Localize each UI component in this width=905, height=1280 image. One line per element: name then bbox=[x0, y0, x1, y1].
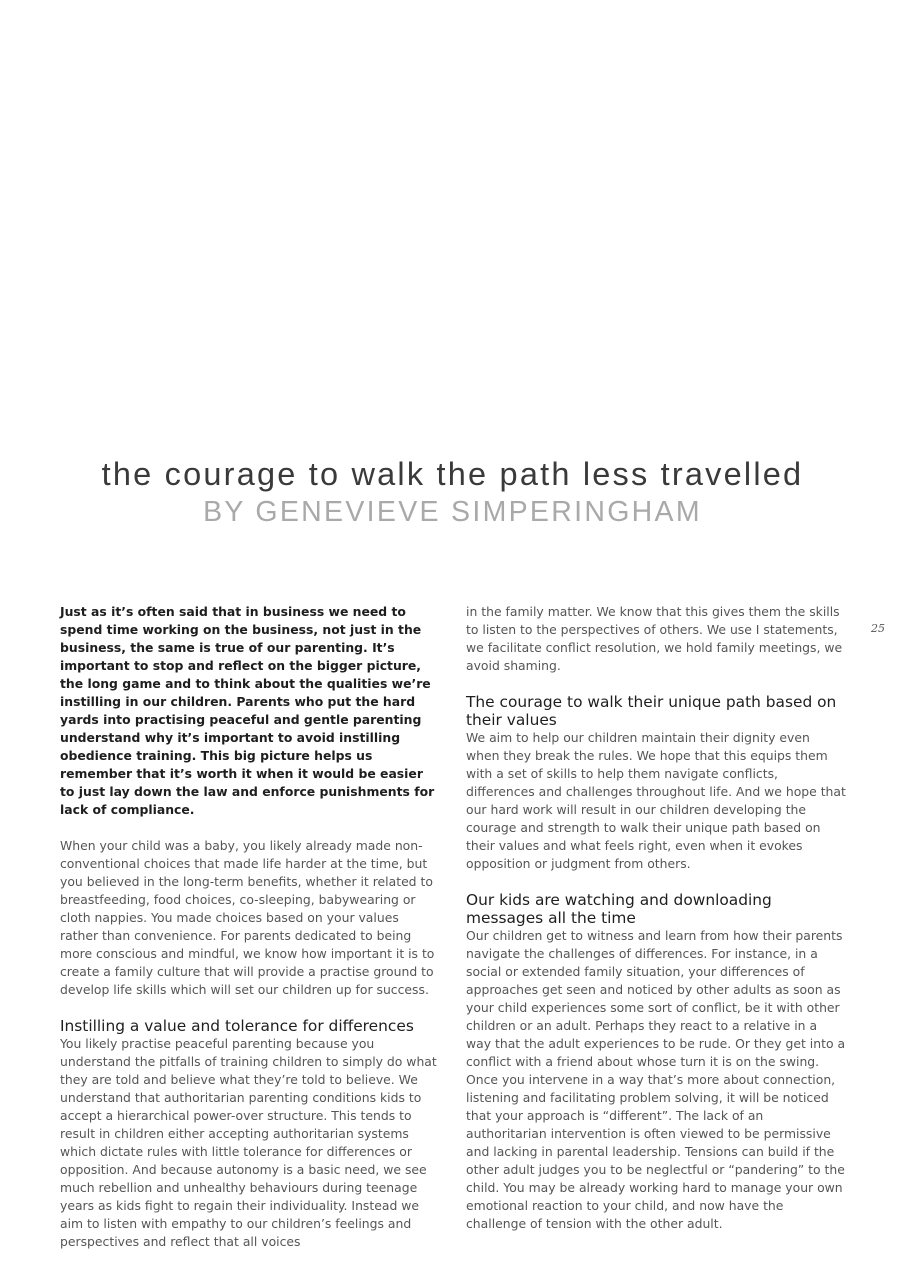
section-heading: Our kids are watching and downloading messages all the time bbox=[466, 891, 772, 927]
section-heading: Instilling a value and tolerance for differences bbox=[60, 1017, 414, 1035]
intro-paragraph: Just as it’s often said that in business we need to spend time working on the business, not just in the business, the same is true of our parenting. It’s important to stop and reflect on the bigger picture, the long game and to think about the qualities we’re instilling in our children. Parents who put the hard yards into practising peaceful and gentle parenting understand why it’s important to avoid instilling obedience training. This big picture helps us remember that it’s worth it when it would be easier to just lay down the law and enforce punishments for lack of compliance. bbox=[60, 604, 435, 817]
body-paragraph: When your child was a baby, you likely already made non-conventional choices that made life harder at the time, but you believed in the long-term benefits, whether it related to breastfeeding, food choices, co-sleeping, babywearing or cloth nappies. You made choices based on your values rather than convenience. For parents dedicated to being more conscious and mindful, we know how important it is to create a family culture that will provide a practise ground to develop life skills which will set our children up for success. bbox=[60, 838, 435, 997]
page-number: 25 bbox=[871, 622, 885, 635]
body-paragraph: in the family matter. We know that this gives them the skills to listen to the perspectives of others. We use I statements, we facilitate conflict resolution, we hold family meetings, we avoid shaming. bbox=[466, 604, 843, 673]
body-paragraph: You likely practise peaceful parenting because you understand the pitfalls of training children to simply do what they are told and believe what they’re told to believe. We understand that authoritarian parenting conditions kids to accept a hierarchical power-over structure. This tends to result in children either accepting authoritarian systems which dictate rules with little tolerance for differences or opposition. And because autonomy is a basic need, we see much rebellion and unhealthy behaviours during teenage years as kids fight to regain their individuality. Instead we aim to listen with empathy to our children’s feelings and perspectives and reflect that all voices bbox=[60, 1036, 437, 1249]
left-column bbox=[60, 603, 437, 1251]
body-paragraph: Our children get to witness and learn from how their parents navigate the challenges of differences. For instance, in a social or extended family situation, your differences of approaches get seen and noticed by other adults as soon as your child experiences some sort of conflict, be it with other children or an adult. Perhaps they react to a relative in a way that the adult experiences to be rude. Or they get into a conflict with a friend about whose turn it is on the swing. Once you intervene in a way that’s more about connection, listening and facilitating problem solving, it will be noticed that your approach is “different”. The lack of an authoritarian intervention is often viewed to be permissive and lacking in parental leadership. Tensions can build if the other adult judges you to be neglectful or “pandering” to the child. You may be already working hard to manage your own emotional reaction to your child, and now have the challenge of tension with the other adult. bbox=[466, 928, 846, 1231]
article-title: the courage to walk the path less travelled bbox=[101, 456, 804, 492]
body-paragraph: We aim to help our children maintain their dignity even when they break the rules. We hope that this equips them with a set of skills to help them navigate conflicts, differences and challenges throughout life. And we hope that our hard work will result in our children developing the courage and strength to walk their unique path based on their values and what feels right, even when it evokes opposition or judgment from others. bbox=[466, 730, 846, 871]
right-column bbox=[466, 603, 846, 1233]
section-heading: The courage to walk their unique path based on their values bbox=[466, 693, 837, 729]
article-byline: BY GENEVIEVE SIMPERINGHAM bbox=[203, 496, 702, 528]
